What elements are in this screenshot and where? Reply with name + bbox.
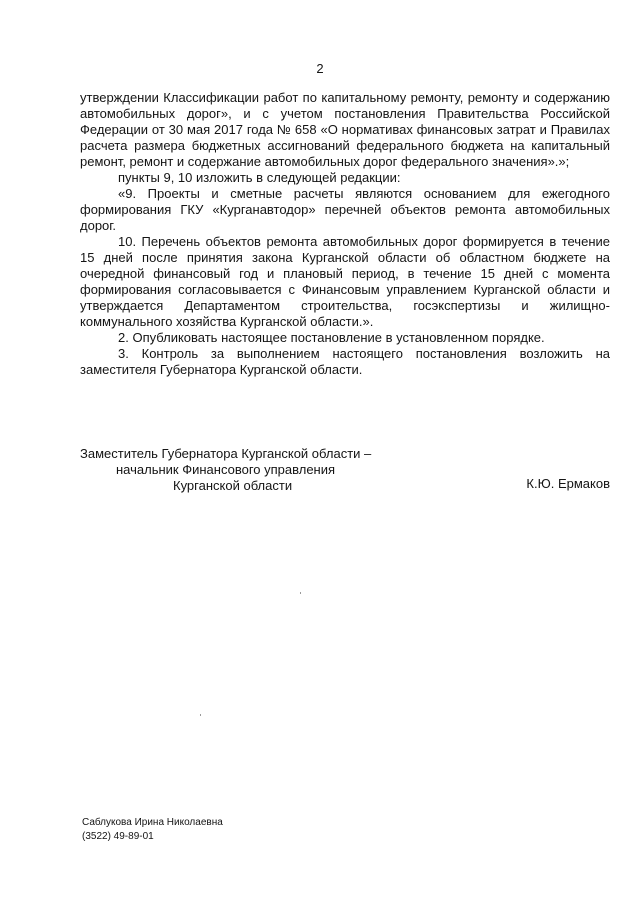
signatory-name: К.Ю. Ермаков xyxy=(526,476,610,491)
paragraph-points-intro: пункты 9, 10 изложить в следующей редакции: xyxy=(118,170,401,185)
paragraph-item-2: 2. Опубликовать настоящее постановление в установленном порядке. xyxy=(118,330,545,345)
paragraph-point-10: 10. Перечень объектов ремонта автомобильных дорог формируется в течение 15 дней после принятия закона Курганской области об областном бюджете на очередной финансовый год и плановый период, в течение 15 дней с момента формирования согласовывается с Финансовым управлением Курганской области и утверждается Департаментом строительства, госэкспертизы и жилищно-коммунального хозяйства Курганской области.». xyxy=(80,234,610,329)
signatory-title-line2: начальник Финансового управления xyxy=(116,462,336,477)
scan-speck xyxy=(300,592,301,594)
paragraph-continuation: утверждении Классификации работ по капитальному ремонту, ремонту и содержанию автомобильных дорог», и с учетом постановления Правительства Российской Федерации от 30 мая 2017 года № 658 «О нормативах финансовых затрат и Правилах расчета размера бюджетных ассигнований федерального бюджета на капитальный ремонт, ремонт и содержание автомобильных дорог федерального значения».»; xyxy=(80,90,610,169)
scan-speck xyxy=(200,714,201,716)
paragraph-item-3: 3. Контроль за выполнением настоящего постановления возложить на заместителя Губернатора Курганской области. xyxy=(80,346,610,377)
signatory-title-line1: Заместитель Губернатора Курганской области – xyxy=(80,446,372,461)
signatory-title-line3: Курганской области xyxy=(173,478,293,493)
page-number: 2 xyxy=(316,61,324,76)
document-body xyxy=(80,90,610,378)
paragraph-point-9: «9. Проекты и сметные расчеты являются основанием для ежегодного формирования ГКУ «Курганавтодор» перечней объектов ремонта автомобильных дорог. xyxy=(80,186,610,233)
footer-contact xyxy=(82,816,223,844)
author-phone: (3522) 49-89-01 xyxy=(82,831,154,842)
author-name: Саблукова Ирина Николаевна xyxy=(82,817,223,828)
